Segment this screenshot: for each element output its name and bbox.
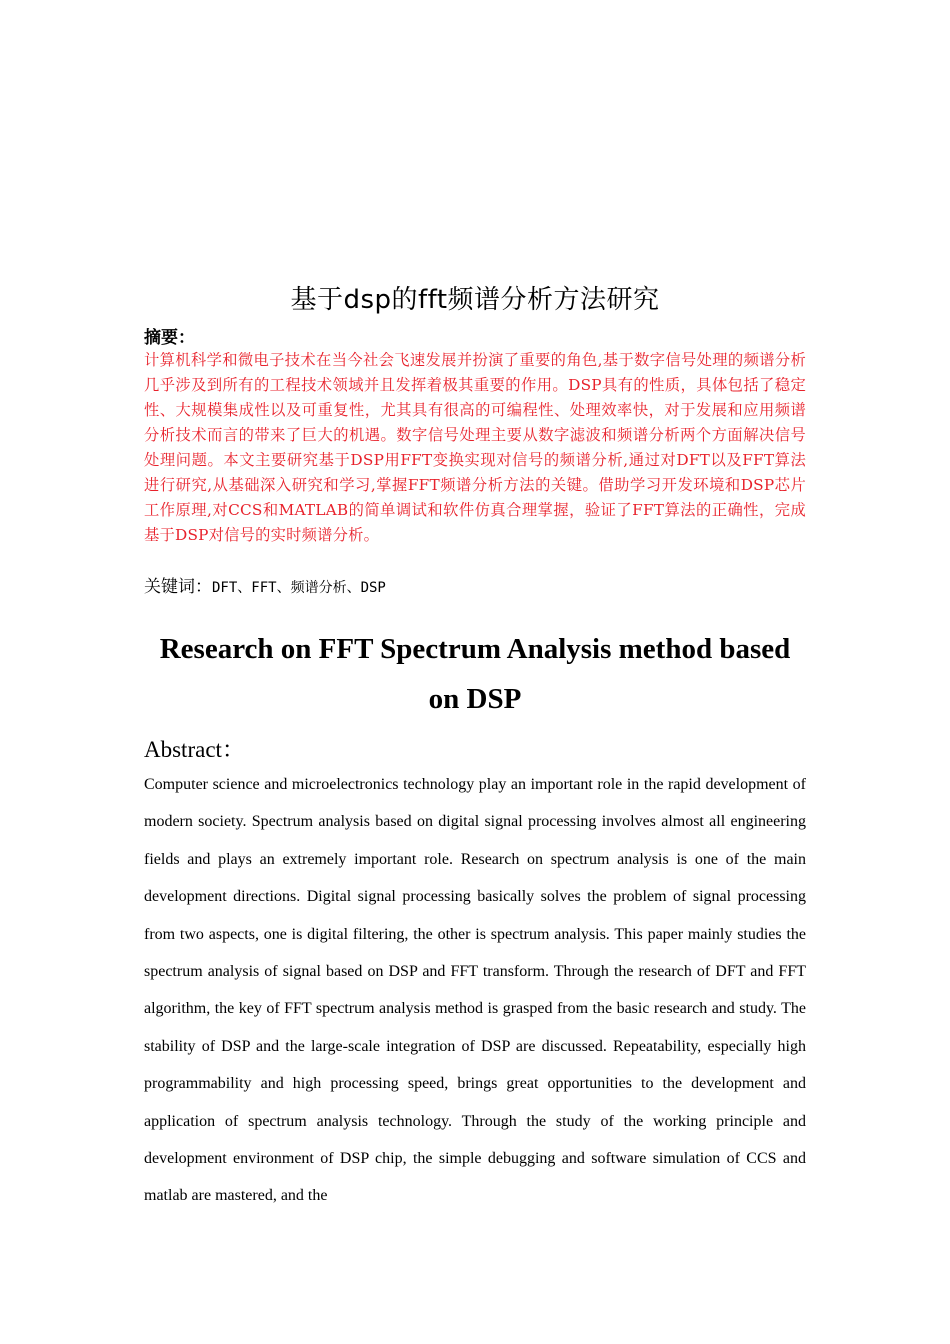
chinese-abstract-body: 计算机科学和微电子技术在当今社会飞速发展并扮演了重要的角色,基于数字信号处理的频谱分析几乎涉及到所有的工程技术领域并且发挥着极其重要的作用。DSP具有的性质，具体包括了稳定性、大规模集成性以及可重复性，尤其具有很高的可编程性、处理效率快，对于发展和应用频谱分析技术而言的带来了巨大的机遇。数字信号处理主要从数字滤波和频谱分析两个方面解决信号处理问题。本文主要研究基于DSP用FFT变换实现对信号的频谱分析,通过对DFT以及FFT算法进行研究,从基础深入研究和学习,掌握FFT频谱分析方法的关键。借助学习开发环境和DSP芯片工作原理,对CCS和MATLAB的简单调试和软件仿真合理掌握，验证了FFT算法的正确性，完成基于DSP对信号的实时频谱分析。 (144, 351, 806, 544)
english-abstract-label: Abstract： (144, 737, 245, 762)
chinese-keywords (144, 574, 806, 601)
chinese-title: 基于dsp的fft频谱分析方法研究 (290, 285, 660, 315)
english-title: Research on FFT Spectrum Analysis method based on DSP (159, 633, 791, 715)
english-abstract-body: Computer science and microelectronics technology play an important role in the rapid development of modern society. Spectrum analysis based on digital signal processing involves almost all engineering fields and plays an extremely important role. Research on spectrum analysis is one of the main development directions. Digital signal processing basically solves the problem of signal processing from two aspects, one is digital filtering, the other is spectrum analysis. This paper mainly studies the spectrum analysis of signal based on DSP and FFT transform. Through the research of DFT and FFT algorithm, the key of FFT spectrum analysis method is grasped from the basic research and study. The stability of DSP and the large-scale integration of DSP are discussed. Repeatability, especially high programmability and high processing speed, brings great opportunities to the development and application of spectrum analysis technology. Through the study of the working principle and development environment of DSP chip, the simple debugging and software simulation of CCS and matlab are mastered, and the (144, 776, 806, 1205)
keywords-label: 关键词： (144, 577, 212, 597)
chinese-abstract-label: 摘要： (144, 328, 195, 348)
keywords-values: DFT、FFT、频谱分析、DSP (212, 580, 386, 596)
